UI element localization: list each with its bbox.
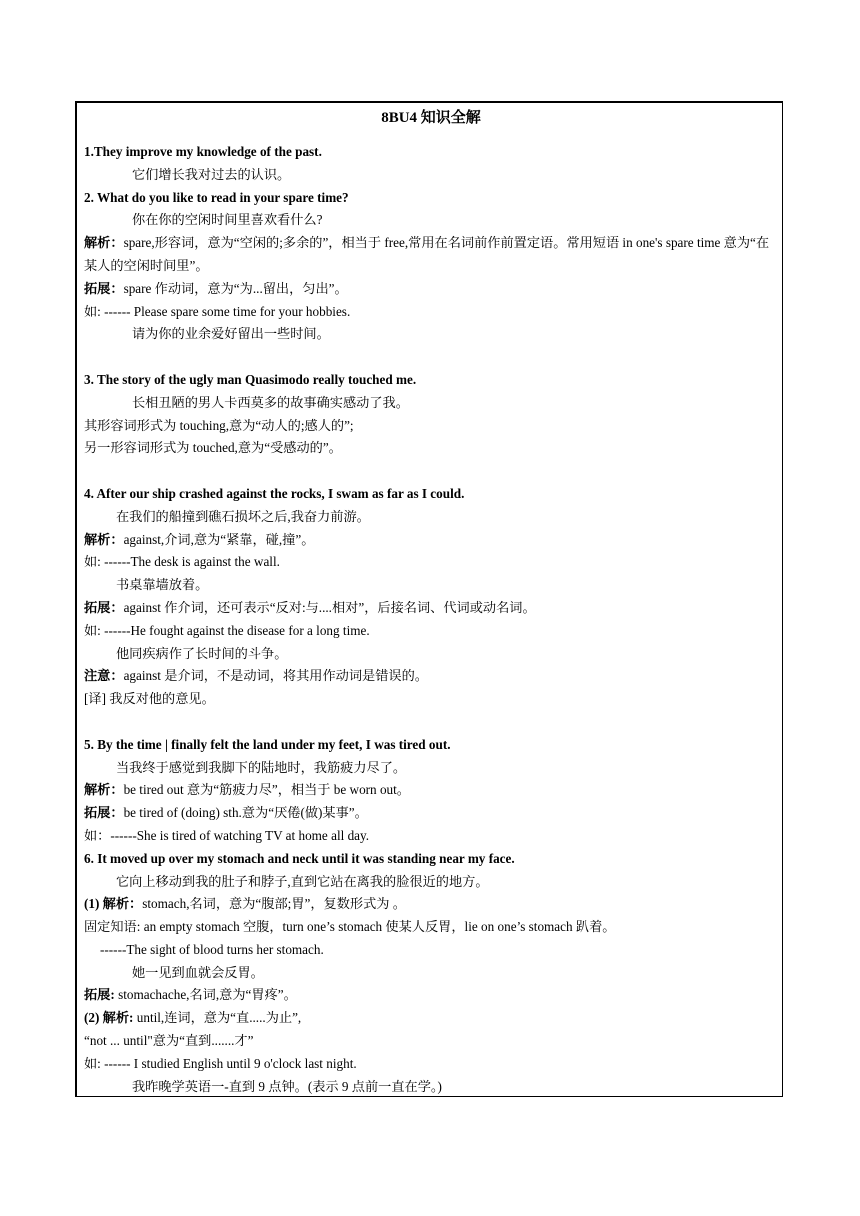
note-3b: 另一形容词形式为 touched,意为“受感动的”。 — [84, 440, 342, 456]
example-6a: ------The sight of blood turns her stomach. — [100, 941, 324, 957]
extension-5: 拓展：be tired of (doing) sth.意为“厌倦(做)某事”。 — [84, 805, 368, 821]
analysis-label: 解析： — [84, 531, 124, 547]
note-3a: 其形容词形式为 touching,意为“动人的;感人的”; — [84, 417, 354, 433]
analysis-2: 解析：spare,形容词，意为“空闲的;多余的”，相当于 free,常用在名词前作前置定语。常用短语 in one's spare time 意为“在某人的空闲时间里”。 — [84, 235, 770, 273]
extension-6: 拓展: stomachache,名词,意为“胃疼”。 — [84, 987, 297, 1003]
extension-label: 拓展: — [84, 987, 119, 1003]
spacer — [84, 460, 778, 483]
example-4b: 如: ------He fought against the disease for a long time. — [84, 622, 370, 638]
analysis-4: 解析：against,介词,意为“紧靠，碰,撞”。 — [84, 531, 315, 547]
analysis-label: (2) 解析: — [84, 1010, 137, 1026]
example-4a: 如: ------The desk is against the wall. — [84, 554, 280, 570]
document-body — [84, 108, 778, 1098]
analysis-6a: (1) 解析：stomach,名词，意为“腹部;胃”，复数形式为 。 — [84, 896, 406, 912]
page-title: 8BU4 知识全解 — [381, 110, 481, 126]
example-translation-2: 请为你的业余爱好留出一些时间。 — [132, 326, 330, 342]
spacer — [84, 346, 778, 369]
extension-4: 拓展：against 作介词，还可表示“反对:与....相对”，后接名词、代词或动名词。 — [84, 599, 536, 615]
analysis-6b: (2) 解析: until,连词，意为“直.....为止”, — [84, 1010, 302, 1026]
sentence-2: 2. What do you like to read in your spare time? — [84, 189, 349, 205]
example-translation-6b: 我昨晚学英语一-直到 9 点钟。(表示 9 点前一直在学。) — [132, 1078, 442, 1094]
translate-exercise-4: [译] 我反对他的意见。 — [84, 691, 215, 707]
translation-3: 长相丑陋的男人卡西莫多的故事确实感动了我。 — [132, 394, 409, 410]
caution-4: 注意：against 是介词，不是动词，将其用作动词是错误的。 — [84, 668, 428, 684]
sentence-6: 6. It moved up over my stomach and neck until it was standing near my face. — [84, 850, 515, 866]
translation-4: 在我们的船撞到礁石损坏之后,我奋力前游。 — [116, 508, 370, 524]
analysis-label: 解析： — [84, 782, 124, 798]
analysis-label: 解析： — [84, 235, 124, 251]
example-translation-4a: 书桌靠墙放着。 — [116, 577, 209, 593]
sentence-1: 1.They improve my knowledge of the past. — [84, 144, 322, 159]
extension-label: 拓展： — [84, 599, 124, 615]
spacer — [84, 711, 778, 734]
example-6b: 如: ------ I studied English until 9 o'clock last night. — [84, 1055, 357, 1071]
translation-5: 当我终于感觉到我脚下的陆地时，我筋疲力尽了。 — [116, 759, 407, 775]
translation-6: 它向上移动到我的肚子和脖子,直到它站在离我的脸很近的地方。 — [116, 873, 489, 889]
sentence-3: 3. The story of the ugly man Quasimodo really touched me. — [84, 371, 417, 387]
translation-2: 你在你的空闲时间里喜欢看什么? — [132, 212, 323, 228]
note-6: “not ... until"意为“直到.......才” — [84, 1033, 254, 1049]
example-2: 如: ------ Please spare some time for your hobbies. — [84, 303, 351, 319]
phrases-6: 固定知语: an empty stomach 空腹，turn one’s stomach 使某人反胃，lie on one’s stomach 趴着。 — [84, 919, 616, 935]
extension-2: 拓展：spare 作动词，意为“为...留出，匀出”。 — [84, 280, 348, 296]
analysis-label: (1) 解析： — [84, 896, 143, 912]
example-5: 如：------She is tired of watching TV at home all day. — [84, 827, 370, 843]
caution-label: 注意： — [84, 668, 124, 684]
analysis-5: 解析：be tired out 意为“筋疲力尽”，相当于 be worn out。 — [84, 782, 410, 798]
extension-label: 拓展： — [84, 805, 124, 821]
sentence-5: 5. By the time | finally felt the land under my feet, I was tired out. — [84, 736, 451, 752]
example-translation-4b: 他同疾病作了长时间的斗争。 — [116, 645, 288, 661]
content-box — [75, 101, 783, 1097]
translation-1: 它们增长我对过去的认识。 — [132, 166, 291, 182]
example-translation-6a: 她一见到血就会反胃。 — [132, 964, 264, 980]
extension-label: 拓展： — [84, 280, 124, 296]
sentence-4: 4. After our ship crashed against the rocks, I swam as far as I could. — [84, 485, 465, 501]
